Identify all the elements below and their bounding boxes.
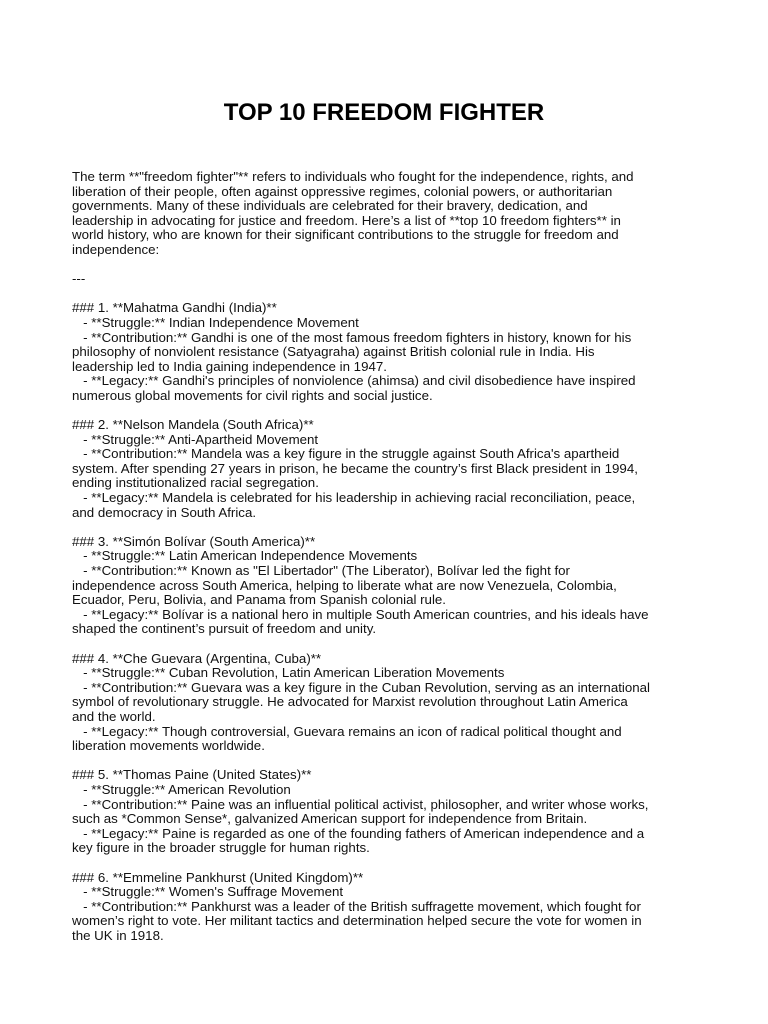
fighter-section (72, 301, 696, 403)
section-line: and the world. (72, 708, 156, 724)
spacer (72, 404, 696, 419)
section-line: independence across South America, helping to liberate what are now Venezuela, Colombia, (72, 577, 617, 593)
section-line: women’s right to vote. Her militant tactics and determination helped secure the vote for women in (72, 913, 642, 929)
fighter-section (72, 535, 696, 637)
fighter-section (72, 871, 696, 944)
section-heading: ### 6. **Emmeline Pankhurst (United Kingdom)** (72, 869, 364, 885)
fighter-section (72, 768, 696, 856)
section-line: shaped the continent’s pursuit of freedom and unity. (72, 621, 377, 637)
section-line: - **Struggle:** Indian Independence Movement (72, 314, 359, 330)
page-title: TOP 10 FREEDOM FIGHTER (223, 99, 545, 126)
section-line: - **Struggle:** Latin American Independence Movements (72, 548, 418, 564)
section-line: - **Legacy:** Bolívar is a national hero in multiple South American countries, and his ideals have (72, 606, 649, 622)
intro-paragraph: The term **"freedom fighter"** refers to individuals who fought for the independence, rights, and liberation of their people, often against oppressive regimes, colonial powers, or authoritarian governments. Many of these individuals are celebrated for their bravery, dedication, and leadership in advocating for justice and freedom. Here’s a list of **top 10 freedom fighters** in world history, who are known for their significant contributions to the struggle for freedom and independence: (72, 169, 634, 257)
section-line: - **Struggle:** American Revolution (72, 781, 291, 797)
section-heading: ### 3. **Simón Bolívar (South America)** (72, 533, 316, 549)
section-line: such as *Common Sense*, galvanized American support for independence from Britain. (72, 811, 588, 827)
section-heading: ### 4. **Che Guevara (Argentina, Cuba)** (72, 650, 322, 666)
section-line: - **Struggle:** Cuban Revolution, Latin American Liberation Movements (72, 665, 505, 681)
fighter-section (72, 418, 696, 520)
spacer (72, 754, 696, 769)
spacer (72, 856, 696, 871)
freedom-fighter-list (72, 301, 696, 943)
section-line: - **Legacy:** Mandela is celebrated for his leadership in achieving racial reconciliation, peace, (72, 490, 636, 506)
section-line: - **Contribution:** Paine was an influential political activist, philosopher, and writer whose works, (72, 796, 649, 812)
spacer (72, 287, 696, 302)
section-line: Ecuador, Peru, Bolivia, and Panama from Spanish colonial rule. (72, 592, 447, 608)
document-body (72, 170, 696, 943)
section-line: symbol of revolutionary struggle. He advocated for Marxist revolution throughout Latin America (72, 694, 628, 710)
section-line: - **Contribution:** Mandela was a key figure in the struggle against South Africa's apartheid (72, 446, 620, 462)
section-line: the UK in 1918. (72, 927, 164, 943)
section-line: - **Contribution:** Pankhurst was a leader of the British suffragette movement, which fought for (72, 898, 641, 914)
section-line: key figure in the broader struggle for human rights. (72, 840, 370, 856)
section-line: - **Struggle:** Anti-Apartheid Movement (72, 431, 319, 447)
section-line: - **Contribution:** Guevara was a key figure in the Cuban Revolution, serving as an international (72, 679, 651, 695)
section-line: system. After spending 27 years in prison, he became the country’s first Black president in 1994, (72, 460, 638, 476)
spacer (72, 637, 696, 652)
separator-line: --- (72, 271, 86, 287)
section-line: - **Contribution:** Gandhi is one of the most famous freedom fighters in history, known for his (72, 329, 632, 345)
section-heading: ### 5. **Thomas Paine (United States)** (72, 767, 312, 783)
fighter-section (72, 652, 696, 754)
section-line: and democracy in South Africa. (72, 504, 257, 520)
section-line: philosophy of nonviolent resistance (Satyagraha) against British colonial rule in India. His (72, 344, 595, 360)
section-line: numerous global movements for civil rights and social justice. (72, 387, 433, 403)
section-line: leadership led to India gaining independence in 1947. (72, 358, 387, 374)
section-line: liberation movements worldwide. (72, 738, 265, 754)
spacer (72, 258, 696, 273)
section-line: - **Struggle:** Women's Suffrage Movement (72, 884, 344, 900)
section-line: ending institutionalized racial segregation. (72, 475, 319, 491)
section-line: - **Legacy:** Paine is regarded as one of the founding fathers of American independence and a (72, 825, 645, 841)
section-line: - **Contribution:** Known as "El Libertador" (The Liberator), Bolívar led the fight for (72, 563, 570, 579)
section-line: - **Legacy:** Though controversial, Guevara remains an icon of radical political thought and (72, 723, 622, 739)
section-line: - **Legacy:** Gandhi's principles of nonviolence (ahimsa) and civil disobedience have inspired (72, 373, 636, 389)
spacer (72, 520, 696, 535)
section-heading: ### 1. **Mahatma Gandhi (India)** (72, 300, 277, 316)
section-heading: ### 2. **Nelson Mandela (South Africa)** (72, 417, 314, 433)
